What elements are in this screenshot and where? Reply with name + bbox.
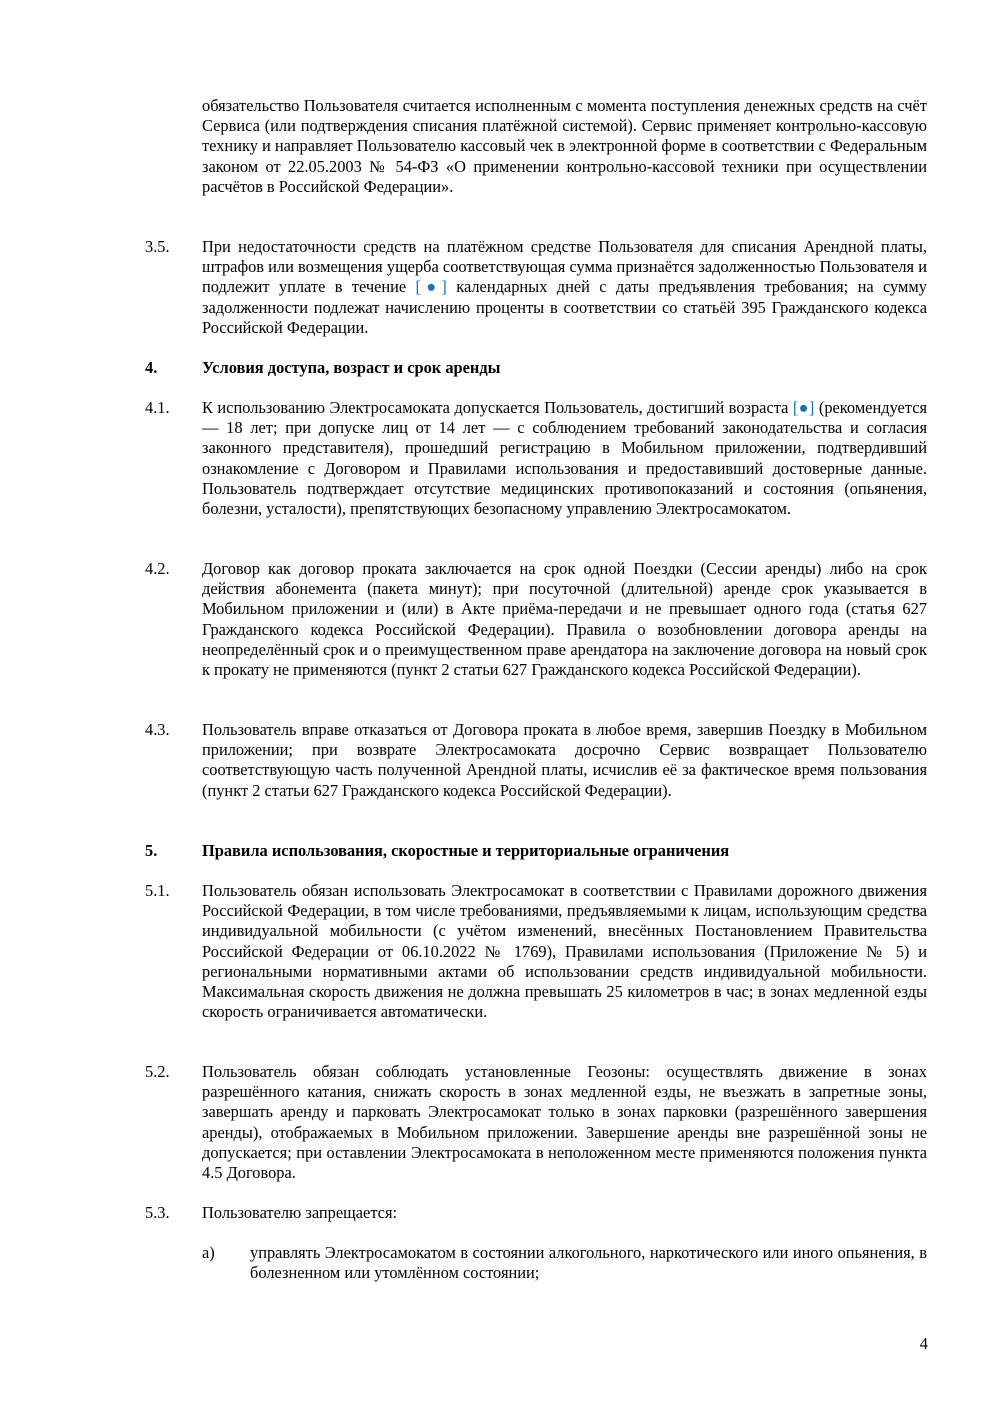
paragraph-text: При недостаточности средств на платёжном средстве Пользователя для списания Арендной платы, штрафов или возмещения ущерба соответствующая сумма признаётся задолженностью Пользователя и подлежит уплате в течение [●] календарных дней с даты предъявления требования; на сумму задолженности подлежат начислению проценты в соответствии со статьёй 395 Гражданского кодекса Российской Федерации. xyxy=(202,237,927,337)
paragraph-text: Пользователю запрещается: xyxy=(202,1203,398,1222)
clause-number: 4.2. xyxy=(145,559,170,578)
paragraph-text: Договор как договор проката заключается на срок одной Поездки (Сессии аренды) либо на срок действия абонемента (пакета минут); при посуточной (длительной) аренде срок указывается в Мобильном приложении и (или) в Акте приёма-передачи и не превышает одного года (статья 627 Гражданского кодекса Российской Федерации). Правила о возобновлении договора аренды на неопределённый срок и о преимущественном праве арендатора на заключение договора на новый срок к прокату не применяются (пункт 2 статьи 627 Гражданского кодекса Российской Федерации). xyxy=(202,559,927,680)
clause-5-2 xyxy=(145,1062,927,1183)
clause-number: 4.3. xyxy=(145,720,170,739)
clause-number: 5.1. xyxy=(145,881,170,900)
clause-number: 5.2. xyxy=(145,1062,170,1081)
paragraph-text: Пользователь вправе отказаться от Договора проката в любое время, завершив Поездку в Мобильном приложении; при возврате Электросамоката досрочно Сервис возвращает Пользователю соответствующую часть полученной Арендной платы, исчислив её за фактическое время пользования (пункт 2 статьи 627 Гражданского кодекса Российской Федерации). xyxy=(202,720,927,800)
page-number: 4 xyxy=(919,1334,928,1353)
clause-number: 5.3. xyxy=(145,1203,170,1222)
paragraph-text: Пользователь обязан использовать Электросамокат в соответствии с Правилами дорожного движения Российской Федерации, в том числе требованиями, предъявляемыми к лицам, использующим средства индивидуальной мобильности (с учётом изменений, внесённых Постановлением Правительства Российской Федерации от 06.10.2022 № 1769), Правилами использования (Приложение № 5) и региональными нормативными актами об использовании средств индивидуальной мобильности. Максимальная скорость движения не должна превышать 25 километров в час; в зонах медленной езды скорость ограничивается автоматически. xyxy=(202,881,927,1022)
section-number: 4. xyxy=(145,358,158,377)
clause-4-2 xyxy=(145,559,927,680)
clause-3-4-continuation xyxy=(145,96,927,197)
section-title: Правила использования, скоростные и территориальные ограничения xyxy=(202,841,730,860)
clause-5-3 xyxy=(145,1203,927,1223)
section-title: Условия доступа, возраст и срок аренды xyxy=(202,358,501,377)
list-item-text: управлять Электросамокатом в состоянии алкогольного, наркотического или иного опьянения, в болезненном или утомлённом состоянии; xyxy=(250,1243,927,1283)
clause-3-5 xyxy=(145,237,927,338)
list-item-label: a) xyxy=(202,1243,215,1262)
clause-4-1 xyxy=(145,398,927,519)
section-4-heading xyxy=(145,358,927,378)
paragraph-text: К использованию Электросамоката допускается Пользователь, достигший возраста [●] (рекомендуется — 18 лет; при допуске лиц от 14 лет — с соблюдением требований законодательства и согласия законного представителя), прошедший регистрацию в Мобильном приложении, подтвердивший ознакомление с Договором и Правилами использования и предоставивший достоверные данные. Пользователь подтверждает отсутствие медицинских противопоказаний и состояния (опьянения, болезни, усталости), препятствующих безопасному управлению Электросамокатом. xyxy=(202,398,928,519)
clause-4-3 xyxy=(145,720,927,801)
paragraph-text: Пользователь обязан соблюдать установленные Геозоны: осуществлять движение в зонах разрешённого катания, снижать скорость в зонах медленной езды, не въезжать в запретные зоны, завершать аренду и парковать Электросамокат только в зонах парковки (разрешённого завершения аренды), отображаемых в Мобильном приложении. Завершение аренды вне разрешённой зоны не допускается; при оставлении Электросамоката в неположенном месте применяются положения пункта 4.5 Договора. xyxy=(202,1062,927,1183)
clause-5-3-item-a xyxy=(145,1243,927,1283)
section-number: 5. xyxy=(145,841,158,860)
clause-number: 3.5. xyxy=(145,237,170,256)
placeholder-marker: [●] xyxy=(792,398,815,417)
clause-number: 4.1. xyxy=(145,398,170,417)
clause-5-1 xyxy=(145,881,927,1022)
section-5-heading xyxy=(145,841,927,861)
placeholder-marker: [●] xyxy=(415,277,447,297)
paragraph-text: обязательство Пользователя считается исполненным с момента поступления денежных средств на счёт Сервиса (или подтверждения списания платёжной системой). Сервис применяет контрольно-кассовую технику и направляет Пользователю кассовый чек в электронной форме в соответствии с Федеральным законом от 22.05.2003 № 54-ФЗ «О применении контрольно-кассовой техники при осуществлении расчётов в Российской Федерации». xyxy=(202,96,927,196)
